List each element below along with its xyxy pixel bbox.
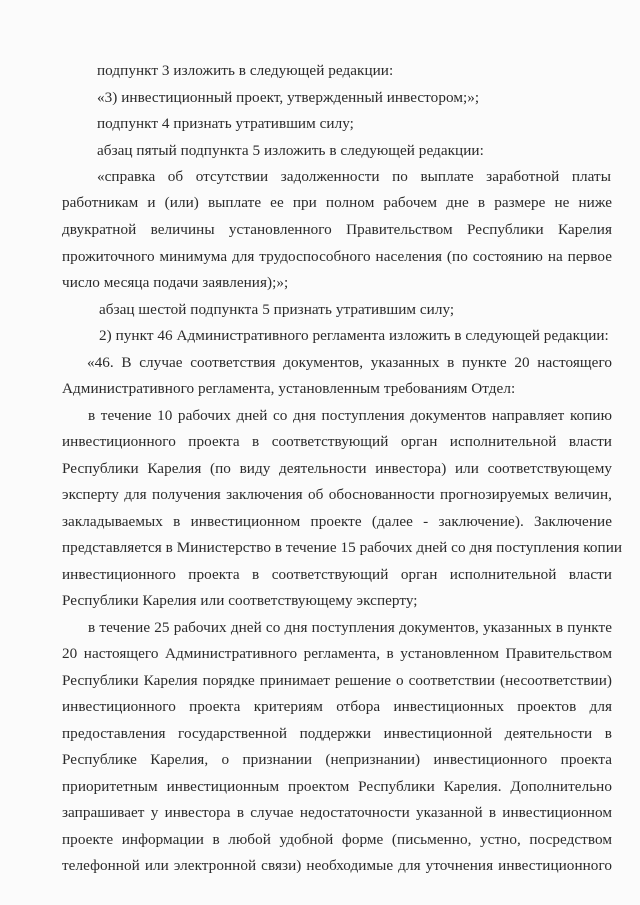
text-line: 2) пункт 46 Административного регламента изложить в следующей редакции:: [99, 327, 609, 344]
text-line: «46. В случае соответствия документов, указанных в пункте 20 настоящего: [87, 354, 612, 371]
text-line: закладываемых в инвестиционном проекте (далее - заключение). Заключение: [62, 513, 612, 530]
text-line: подпункт 4 признать утратившим силу;: [97, 115, 354, 132]
text-line: абзац пятый подпункта 5 изложить в следующей редакции:: [97, 142, 484, 159]
text-line: прожиточного минимума для трудоспособного населения (по состоянию на первое: [62, 248, 612, 265]
text-line: «3) инвестиционный проект, утвержденный инвестором;»;: [97, 89, 480, 106]
text-line: число месяца подачи заявления);»;: [62, 274, 289, 291]
text-line: инвестиционного проекта в соответствующий орган исполнительной власти: [62, 566, 612, 583]
text-line: приоритетным инвестиционным проектом Республики Карелия. Дополнительно: [62, 778, 612, 795]
text-line: абзац шестой подпункта 5 признать утратившим силу;: [99, 301, 455, 318]
text-line: «справка об отсутствии задолженности по выплате заработной платы: [97, 168, 611, 185]
text-line: в течение 10 рабочих дней со дня поступления документов направляет копию: [88, 407, 612, 424]
text-line: эксперту для получения заключения об обоснованности прогнозируемых величин,: [62, 486, 612, 503]
text-line: запрашивает у инвестора в случае недостаточности указанной в инвестиционном: [62, 804, 612, 821]
text-line: 20 настоящего Административного регламента, в установленном Правительством: [62, 645, 612, 662]
text-line: Республике Карелия, о признании (непризнании) инвестиционного проекта: [62, 751, 612, 768]
text-line: представляется в Министерство в течение 15 рабочих дней со дня поступления копии: [62, 539, 623, 556]
text-line: проекте информации в любой удобной форме (письменно, устно, посредством: [62, 831, 612, 848]
text-line: работникам и (или) выплате ее при полном рабочем дне в размере не ниже: [62, 194, 612, 211]
text-line: в течение 25 рабочих дней со дня поступления документов, указанных в пункте: [88, 619, 612, 636]
text-line: подпункт 3 изложить в следующей редакции:: [97, 62, 394, 79]
text-line: предоставления государственной поддержки инвестиционной деятельности в: [62, 725, 612, 742]
text-line: Республики Карелия (по виду деятельности инвестора) или соответствующему: [62, 460, 612, 477]
text-line: Административного регламента, установленным требованиям Отдел:: [62, 380, 516, 397]
text-line: Республики Карелия порядке принимает решение о соответствии (несоответствии): [62, 672, 612, 689]
text-line: двукратной величины установленного Правительством Республики Карелия: [62, 221, 612, 238]
text-line: телефонной или электронной связи) необходимые для уточнения инвестиционного: [62, 857, 612, 874]
text-line: инвестиционного проекта критериям отбора инвестиционных проектов для: [62, 698, 612, 715]
text-line: Республики Карелия или соответствующему эксперту;: [62, 592, 418, 609]
text-line: инвестиционного проекта в соответствующий орган исполнительной власти: [62, 433, 612, 450]
